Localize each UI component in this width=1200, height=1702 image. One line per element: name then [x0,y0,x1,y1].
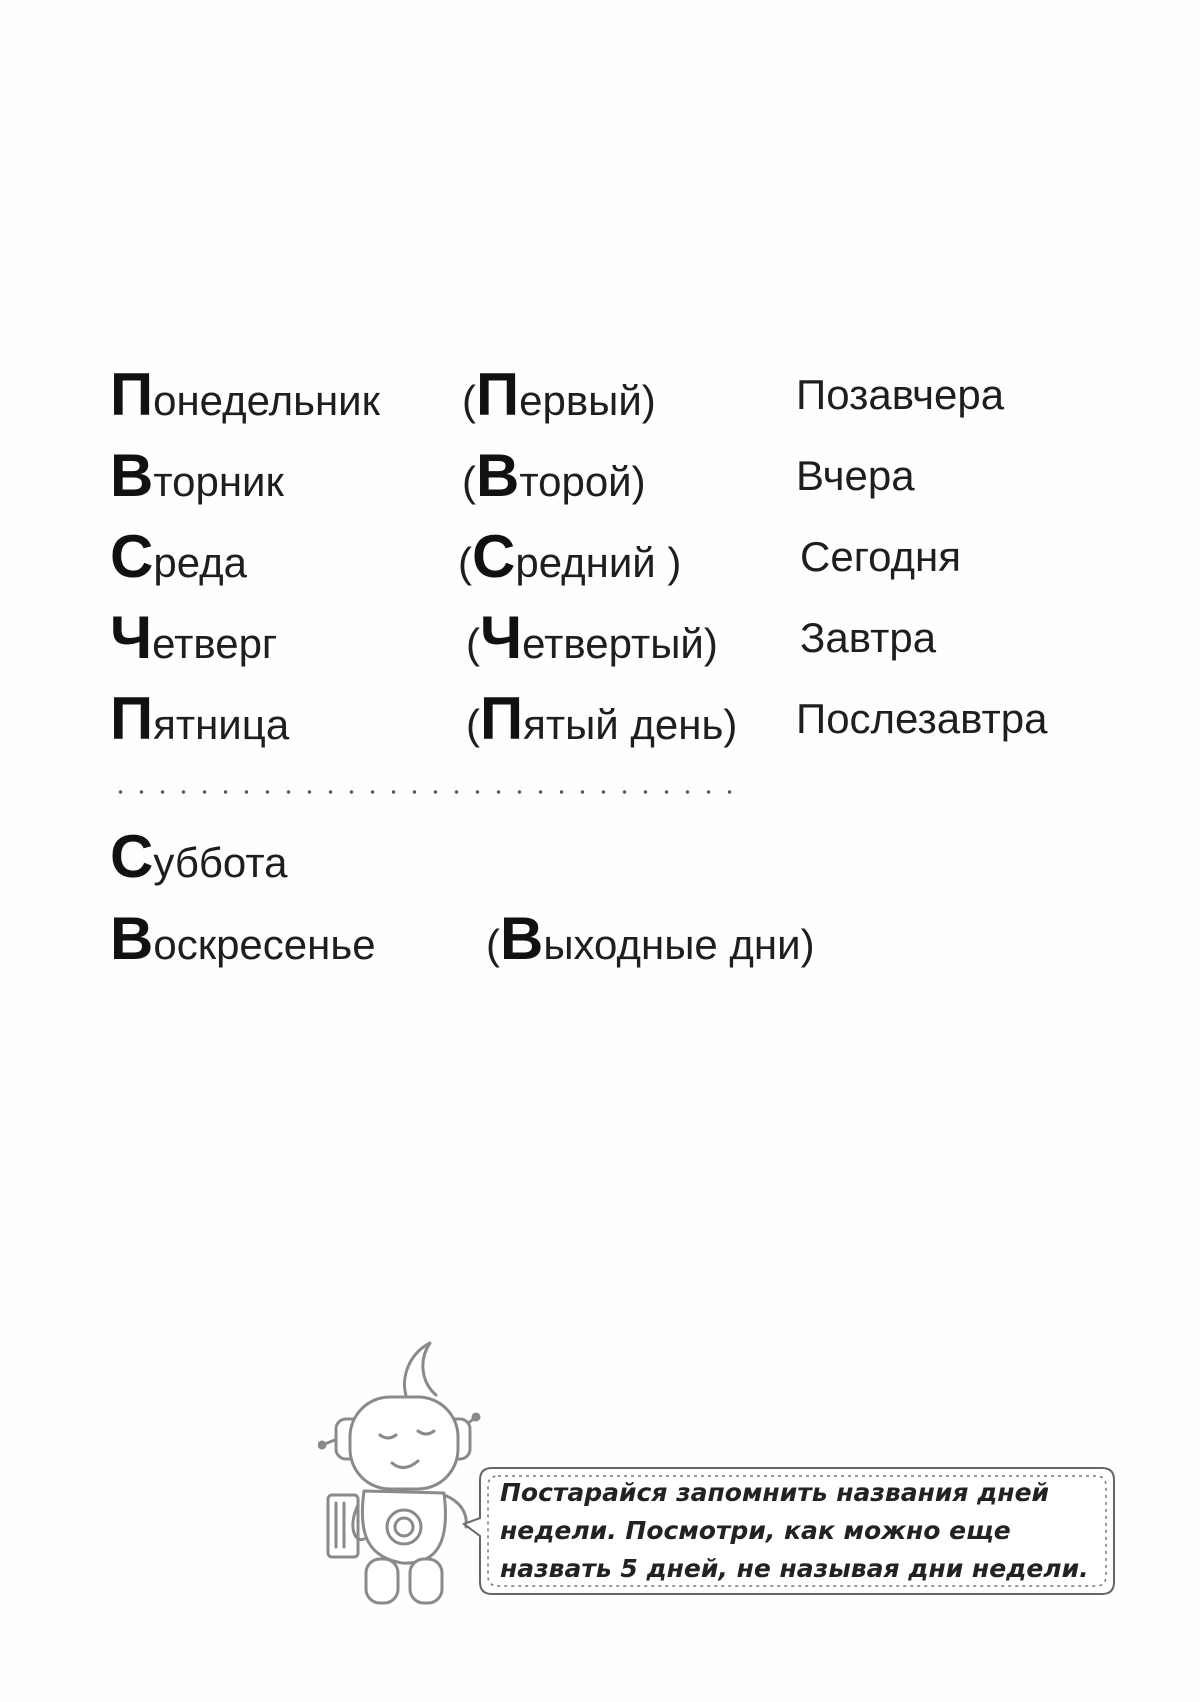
dotted-divider [110,790,740,794]
weekday-name: Пятница [110,685,290,752]
relative-day: Сегодня [800,533,961,580]
weekday-alias: (Пятый день) [466,685,738,752]
weekday-alias: (Первый) [462,361,656,428]
tip-line: Постарайся запомнить названия дней [500,1478,1050,1507]
weekday-row [0,360,1200,430]
tip-line: недели. Посмотри, как можно еще [500,1516,1011,1545]
weekday-name: Понедельник [110,361,381,428]
weekend-alias: (Выходные дни) [486,905,815,972]
relative-day: Завтра [800,614,937,661]
weekday-row [0,603,1200,673]
weekend-day-name: Воскресенье [110,905,376,972]
weekday-name: Среда [110,523,248,590]
weekday-alias: (Четвертый) [466,604,718,671]
tip-text [500,1474,1110,1588]
weekend-row [0,822,1200,892]
weekday-row [0,522,1200,592]
weekend-row [0,904,1200,974]
relative-day: Вчера [796,452,915,499]
weekday-alias: (Второй) [462,442,646,509]
weekday-name: Вторник [110,442,284,509]
weekday-row [0,441,1200,511]
relative-day: Послезавтра [796,695,1048,742]
weekday-name: Четверг [110,604,278,671]
weekday-row [0,684,1200,754]
robot-mascot-icon [318,1335,483,1610]
weekend-day-name: Суббота [110,823,288,890]
tip-line: назвать 5 дней, не называя дни недели. [500,1554,1089,1583]
relative-day: Позавчера [796,371,1005,418]
weekday-alias: (Средний ) [458,523,682,590]
